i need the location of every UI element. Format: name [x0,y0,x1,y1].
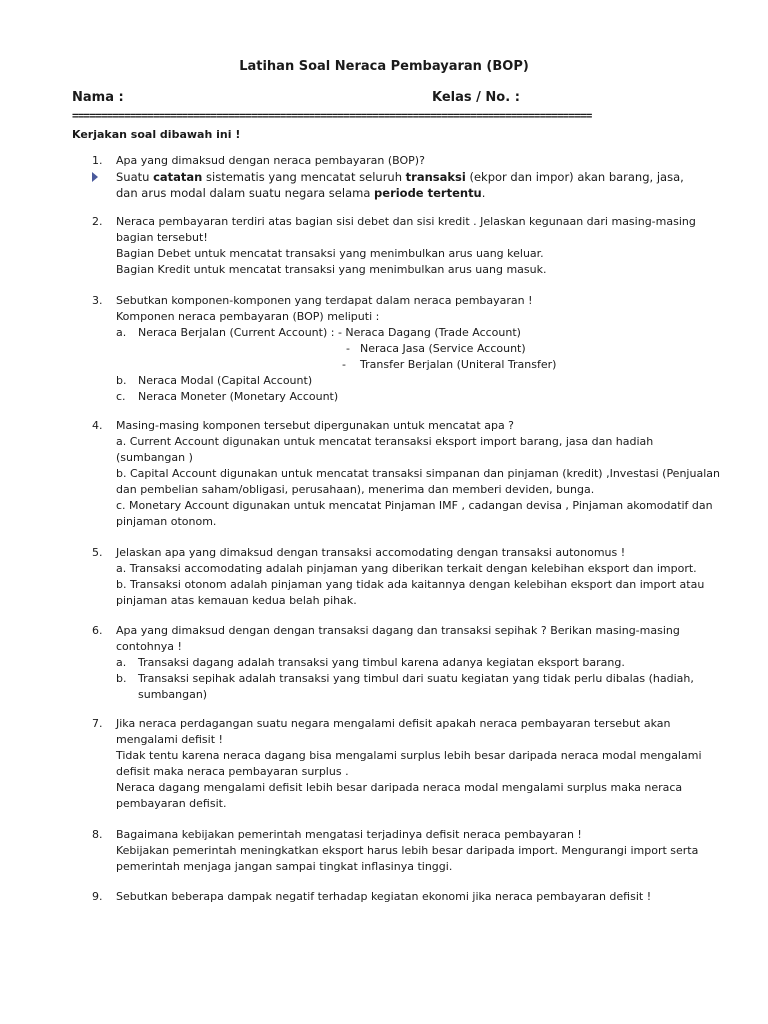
item-text: Transaksi sepihak adalah transaksi yang timbul dari suatu kegiatan yang tidak perlu dibalas (hadiah, sumbangan) [138,672,694,701]
answer-line: a. Transaksi accomodating adalah pinjaman yang diberikan terkait dengan kelebihan eksport dan import. [116,562,697,575]
answer-line: Kebijakan pemerintah meningkatkan eksport harus lebih besar daripada import. Mengurangi import serta pemerintah menjaga jangan sampai tingkat inflasinya tinggi. [116,844,699,873]
question-8 [92,827,722,875]
answer-line: Bagian Kredit untuk mencatat transaksi yang menimbulkan arus uang masuk. [116,263,547,276]
answer-line: b. Capital Account digunakan untuk mencatat transaksi simpanan dan pinjaman (kredit) ,Investasi (Penjualan dan pembelian saham/obligasi, perusahaan), menerima dan memberi deviden, bunga. [116,467,720,496]
answer-bold: periode tertentu [374,186,482,200]
item-label: a. [116,656,127,669]
question-6 [92,623,722,703]
item-text: Transaksi dagang adalah transaksi yang timbul karena adanya kegiatan eksport barang. [138,656,625,669]
separator-line: ========================================================================================== [72,109,592,122]
answer-text: Suatu [116,170,154,184]
answer-line: Tidak tentu karena neraca dagang bisa mengalami surplus lebih besar daripada neraca modal mengalami defisit maka neraca pembayaran surplus . [116,749,702,778]
answer-line: Bagian Debet untuk mencatat transaksi yang menimbulkan arus uang keluar. [116,247,544,260]
sub-component-jasa [346,341,722,357]
item-text: Neraca Modal (Capital Account) [138,374,313,387]
question-text: Neraca pembayaran terdiri atas bagian sisi debet dan sisi kredit . Jelaskan kegunaan dari masing-masing bagian tersebut! [116,215,696,244]
component-b [116,373,722,389]
item-text: Neraca Moneter (Monetary Account) [138,390,339,403]
question-text: Masing-masing komponen tersebut dipergunakan untuk mencatat apa ? [116,419,515,432]
question-text: Apa yang dimaksud dengan neraca pembayaran (BOP)? [116,154,425,167]
answer-1 [92,169,704,201]
question-text: Jika neraca perdagangan suatu negara mengalami defisit apakah neraca pembayaran tersebut akan mengalami defisit ! [116,717,671,746]
question-text: Apa yang dimaksud dengan dengan transaksi dagang dan transaksi sepihak ? Berikan masing-masing contohnya ! [116,624,680,653]
question-text: Sebutkan komponen-komponen yang terdapat dalam neraca pembayaran ! [116,294,533,307]
component-a [116,325,722,341]
answer-line: c. Monetary Account digunakan untuk mencatat Pinjaman IMF , cadangan devisa , Pinjaman akomodatif dan pinjaman otonom. [116,499,713,528]
kelas-label: Kelas / No. : [432,90,520,105]
question-text: Bagaimana kebijakan pemerintah mengatasi terjadinya defisit neraca pembayaran ! [116,828,582,841]
item-label: a. [116,326,127,339]
item-text: Neraca Berjalan (Current Account) : - Neraca Dagang (Trade Account) [138,326,521,339]
question-3 [92,293,722,405]
answer-line: Neraca dagang mengalami defisit lebih besar daripada neraca modal mengalami surplus maka neraca pembayaran defisit. [116,781,683,810]
document-title: Latihan Soal Neraca Pembayaran (BOP) [239,59,529,74]
answer-1-text [116,169,704,201]
question-number: 6. [92,624,103,637]
question-number: 4. [92,419,103,432]
question-7 [92,716,722,812]
question-2 [92,214,722,278]
item-text: Transfer Berjalan (Uniteral Transfer) [360,358,557,371]
sub-component-transfer [342,357,722,373]
answer-intro: Komponen neraca pembayaran (BOP) meliputi : [116,310,380,323]
answer-text: (ekpor dan impor) akan barang, jasa, dan arus modal dalam suatu negara selama [116,170,684,200]
answer-bold: catatan [153,170,203,184]
item-label: b. [116,374,127,387]
question-5 [92,545,722,609]
question-number: 5. [92,546,103,559]
question-text: Jelaskan apa yang dimaksud dengan transaksi accomodating dengan transaksi autonomus ! [116,546,626,559]
question-1 [92,153,722,169]
question-4 [92,418,722,530]
item-label: c. [116,390,126,403]
answer-bold: transaksi [405,170,466,184]
instruction: Kerjakan soal dibawah ini ! [72,128,241,141]
question-number: 9. [92,890,103,903]
answer-text: sistematis yang mencatat seluruh [202,170,406,184]
nama-label: Nama : [72,90,124,105]
dash-label: - [346,342,350,355]
question-number: 8. [92,828,103,841]
question-text: Sebutkan beberapa dampak negatif terhadap kegiatan ekonomi jika neraca pembayaran defisit ! [116,890,652,903]
question-number: 3. [92,294,103,307]
answer-line: b. Transaksi otonom adalah pinjaman yang tidak ada kaitannya dengan kelebihan eksport dan import atau pinjaman atas kemauan kedua belah pihak. [116,578,705,607]
question-number: 7. [92,717,103,730]
answer-b [116,671,722,703]
item-text: Neraca Jasa (Service Account) [360,342,526,355]
triangle-bullet-icon [92,172,98,182]
component-c [116,389,722,405]
dash-label: - [342,358,346,371]
question-9 [92,889,722,905]
answer-a [116,655,722,671]
item-label: b. [116,672,127,685]
question-number: 2. [92,215,103,228]
question-number: 1. [92,154,103,167]
answer-text: . [481,186,486,200]
answer-line: a. Current Account digunakan untuk mencatat teransaksi eksport import barang, jasa dan hadiah (sumbangan ) [116,435,654,464]
